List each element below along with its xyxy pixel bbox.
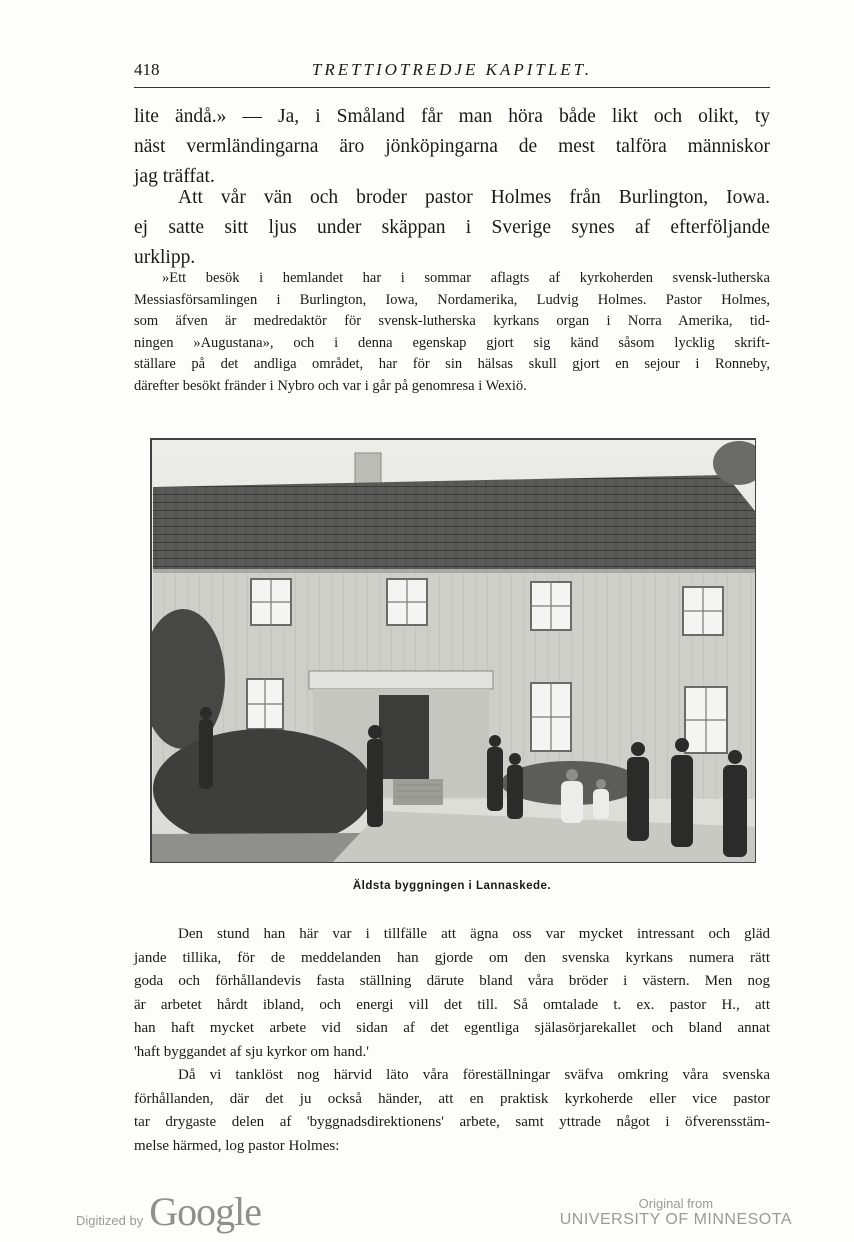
text-line: melse härmed, log pastor Holmes: — [134, 1137, 340, 1154]
text-line: Messiasförsamlingen i Burlington, Iowa, Nordamerika, Ludvig Holmes. Pastor Holmes, — [134, 291, 770, 308]
photograph-old-building — [150, 438, 756, 863]
text-line: jande tillika, för de meddelanden han gjorde om den svenska kyrkans numera rätt — [134, 949, 770, 966]
page-number: 418 — [134, 60, 160, 79]
paragraph-2 — [134, 183, 770, 273]
digitized-by-watermark — [76, 1188, 261, 1232]
source-watermark — [560, 1196, 792, 1229]
text-line: är arbetet hårdt ibland, och energi vill det till. Så omtalade t. ex. pastor H., att — [134, 996, 770, 1013]
google-logo: Google — [149, 1189, 261, 1234]
text-line: jag träffat. — [134, 166, 215, 187]
university-label: UNIVERSITY OF MINNESOTA — [559, 1211, 792, 1228]
text-line: förhållanden, där det ju också händer, att en praktisk kyrkoherde eller vice pastor — [134, 1090, 770, 1107]
text-line: ej satte sitt ljus under skäppan i Sverige synes af efterföljande — [134, 217, 770, 238]
digitized-by-label: Digitized by — [76, 1213, 144, 1228]
paragraph-4 — [134, 1064, 770, 1158]
text-line: ställare på det andliga området, har för sin hälsas skull gjort en sejour i Ronneby, — [134, 356, 770, 372]
original-from-label: Original from — [638, 1196, 714, 1211]
figure-caption: Äldsta byggningen i Lannaskede. — [352, 880, 552, 892]
running-head — [134, 58, 770, 88]
paragraph-1 — [134, 102, 770, 192]
text-line: goda och förhållandevis fasta ställning därute bland våra bröder i västern. Men nog — [134, 973, 770, 989]
text-line: tar drygaste delen af 'byggnadsdirektionens' arbete, samt yttrade något i öfverensstäm- — [134, 1114, 770, 1130]
building-photo-illustration — [151, 439, 756, 863]
quoted-clipping — [134, 268, 770, 397]
chapter-title: TRETTIOTREDJE KAPITLET. — [311, 60, 593, 79]
text-line: Att vår vän och broder pastor Holmes från Burlington, Iowa. — [178, 187, 770, 208]
text-line: 'haft byggandet af sju kyrkor om hand.' — [134, 1043, 369, 1060]
text-line: urklipp. — [134, 247, 196, 268]
text-line: lite ändå.» — Ja, i Småland får man höra både likt och olikt, ty — [134, 106, 770, 127]
text-line: »Ett besök i hemlandet har i sommar aflagts af kyrkoherden svensk-lutherska — [162, 270, 770, 286]
paragraph-3 — [134, 923, 770, 1064]
text-line: han haft mycket arbete vid sidan af det egentliga själasörjarekallet och bland annat — [134, 1020, 770, 1036]
text-line: som äfven är medredaktör för svensk-lutherska kyrkans organ i Norra Amerika, tid- — [134, 313, 770, 329]
text-line: ningen »Augustana», och i denna egenskap gjort sig känd såsom lycklig skrift- — [134, 334, 770, 351]
text-line: Då vi tanklöst nog härvid läto våra föreställningar sväfva omkring våra svenska — [178, 1067, 770, 1083]
text-line: näst vermländingarna äro jönköpingarna de mest talföra människor — [134, 136, 770, 157]
text-line: Den stund han här var i tillfälle att ägna oss var mycket intressant och gläd — [178, 926, 770, 942]
text-line: därefter besökt fränder i Nybro och var i går på genomresa i Wexiö. — [134, 377, 527, 394]
